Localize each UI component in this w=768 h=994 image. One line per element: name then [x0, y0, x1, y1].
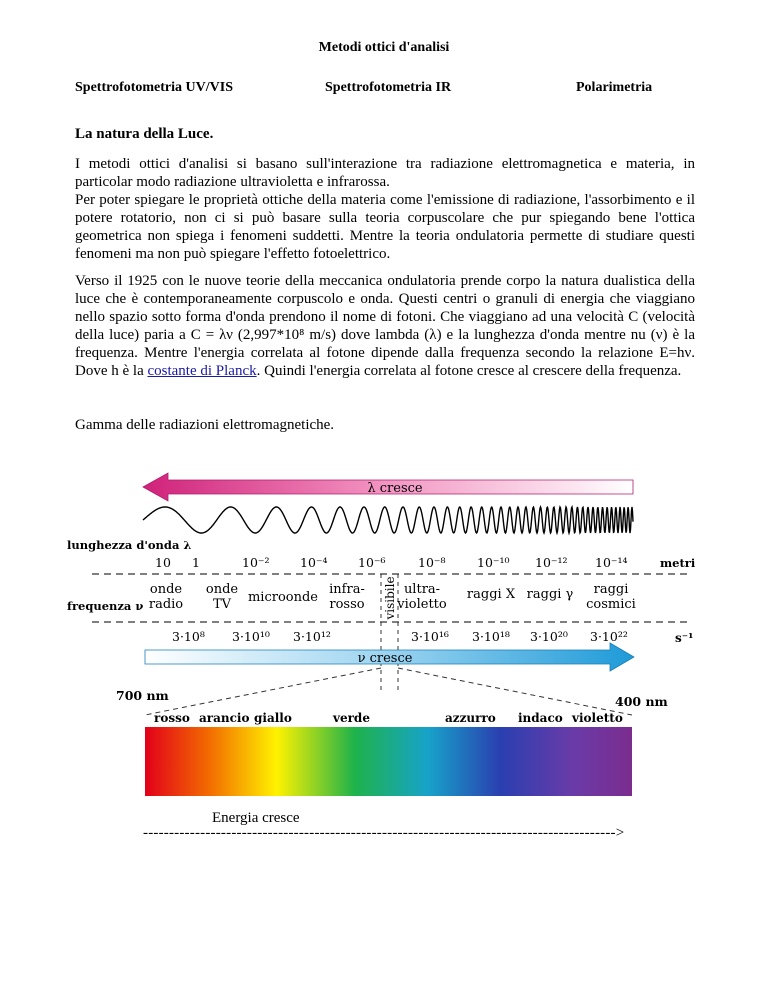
nav-link-ir[interactable]: Spettrofotometria IR	[325, 80, 452, 95]
frequency-tick: 3·10¹⁶	[411, 629, 449, 644]
region-label: radio	[148, 597, 184, 612]
paragraph-intro-line2: Per poter spiegare le proprietà ottiche della materia come l'emissione di radiazione, l'assorbimento e il potere rotatorio, non ci si può basare sulla teoria corpuscolare che pur spiegando bene l'ottica geometrica non spiega i fenomeni suddetti. Mentre la teoria ondulatoria permette di studiare questi fenomeni ma non può spiegare l'effetto fotoelettrico.	[75, 192, 695, 262]
planck-constant-link[interactable]: costante di Planck	[147, 363, 257, 379]
nav-link-polarimetria[interactable]: Polarimetria	[576, 80, 653, 95]
region-label: TV	[212, 597, 232, 612]
wavelength-tick: 1	[192, 555, 200, 570]
region-label: cosmici	[586, 597, 636, 612]
region-label: onde	[149, 582, 183, 597]
wavelength-unit: metri	[660, 556, 696, 570]
region-label: ultra-	[403, 582, 441, 597]
region-label: violetto	[397, 597, 447, 612]
color-name: arancio	[199, 711, 250, 725]
region-label: infra-	[329, 582, 365, 597]
paragraph-photons	[75, 272, 695, 380]
paragraph-intro	[75, 155, 695, 263]
em-spectrum-figure	[0, 460, 768, 830]
color-name: verde	[333, 711, 370, 725]
frequency-unit: s⁻¹	[675, 631, 694, 645]
projection-line-right	[398, 668, 632, 715]
wavelength-axis-label: lunghezza d'onda λ	[67, 538, 192, 552]
wavelength-tick: 10⁻¹²	[535, 555, 568, 570]
frequency-axis-label: frequenza ν	[67, 599, 144, 613]
region-label: raggi γ	[526, 587, 574, 602]
paragraph-photons-tail: . Quindi l'energia correlata al fotone cresce al crescere della frequenza.	[256, 363, 682, 379]
color-name: rosso	[154, 711, 190, 725]
region-label-visible: visibile	[383, 576, 397, 620]
wavelength-tick: 10⁻¹⁴	[595, 555, 628, 570]
page-title: Metodi ottici d'analisi	[318, 40, 450, 55]
wave-icon	[143, 507, 633, 533]
frequency-tick: 3·10²⁰	[530, 629, 568, 644]
region-label: rosso	[329, 597, 365, 612]
paragraph-photons-text: Verso il 1925 con le nuove teorie della meccanica ondulatoria prende corpo la natura dualistica della luce che è contemporaneamente corpuscolo e onda. Questi centri o granuli di energia che viaggiano nello spazio sotto forma d'onda prendono il nome di fotoni. Che viaggiano ad una velocità C (velocità della luce) paria a C = λν (2,997*10⁸ m/s) dove lambda (λ) e la lunghezza d'onda mentre nu (ν) è la frequenza. Mentre l'energia correlata al fotone dipende dalla frequenza secondo la relazione E=hν. Dove h è la	[75, 273, 695, 379]
region-label: raggi	[593, 582, 629, 597]
wavelength-tick: 10	[155, 555, 171, 570]
region-labels	[149, 576, 636, 620]
region-label: raggi X	[466, 587, 516, 602]
energy-label: Energia cresce	[212, 810, 300, 826]
figure-caption: Gamma delle radiazioni elettromagnetiche.	[75, 417, 335, 433]
energy-arrow: ------------------------------------------------------------------------------------------->	[143, 825, 625, 841]
color-name: azzurro	[445, 711, 496, 725]
nu-arrow-label: ν cresce	[357, 651, 413, 666]
color-names	[154, 711, 623, 725]
nav-link-uv-vis[interactable]: Spettrofotometria UV/VIS	[75, 80, 233, 95]
frequency-tick: 3·10¹⁸	[472, 629, 510, 644]
color-name: giallo	[254, 711, 292, 725]
wavelength-ticks	[155, 555, 628, 570]
projection-line-left	[145, 668, 381, 715]
wavelength-tick: 10⁻⁶	[358, 555, 386, 570]
wavelength-tick: 10⁻²	[242, 555, 270, 570]
frequency-tick: 3·10²²	[590, 629, 628, 644]
region-label: microonde	[247, 590, 319, 605]
visible-spectrum-bar	[145, 727, 632, 796]
wavelength-tick: 10⁻¹⁰	[477, 555, 510, 570]
frequency-ticks	[172, 629, 628, 644]
frequency-tick: 3·10¹²	[293, 629, 331, 644]
frequency-tick: 3·10⁸	[172, 629, 205, 644]
color-name: violetto	[572, 711, 623, 725]
nm-right-label: 400 nm	[615, 694, 668, 709]
frequency-tick: 3·10¹⁰	[232, 629, 270, 644]
region-label: onde	[205, 582, 239, 597]
wavelength-tick: 10⁻⁴	[300, 555, 328, 570]
wavelength-tick: 10⁻⁸	[418, 555, 446, 570]
section-heading: La natura della Luce.	[75, 126, 214, 142]
nm-left-label: 700 nm	[116, 688, 169, 703]
lambda-arrow-label: λ cresce	[367, 481, 423, 496]
color-name: indaco	[518, 711, 563, 725]
paragraph-intro-line1: I metodi ottici d'analisi si basano sull'interazione tra radiazione elettromagnetica e materia, in particolar modo radiazione ultravioletta e infrarossa.	[75, 156, 695, 190]
